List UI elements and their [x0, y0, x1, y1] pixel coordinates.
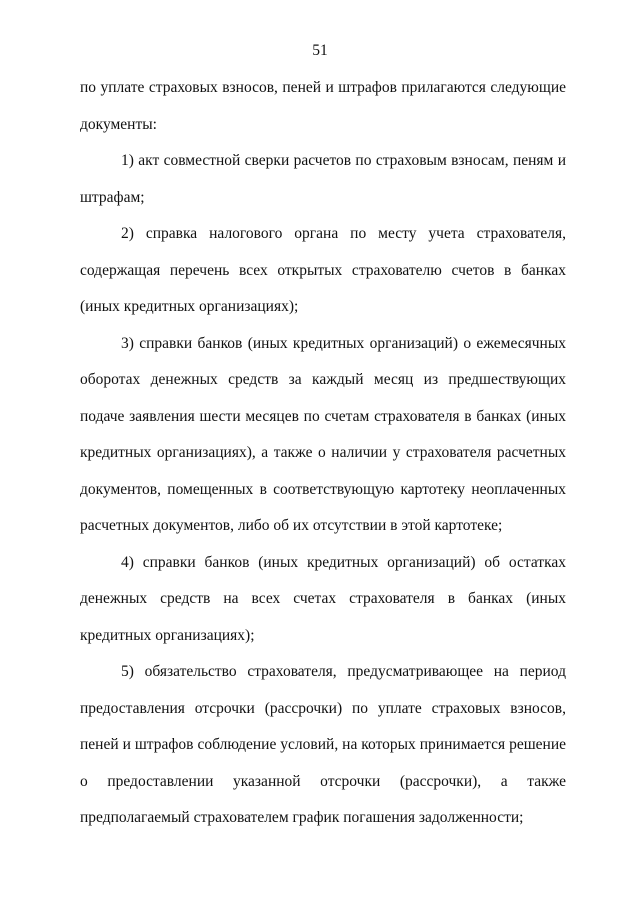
page-number: 51 — [312, 42, 328, 59]
list-item-5: 5) обязательство страхователя, предусматривающее на период предоставления отсрочки (рассрочки) по уплате страховых взносов, пеней и штрафов соблюдение условий, на которых принимается решение о предоставлении указанной отсрочки (рассрочки), а также предполагаемый страхователем график погашения задолженности; — [80, 663, 566, 826]
list-item-3: 3) справки банков (иных кредитных организаций) о ежемесячных оборотах денежных средств за каждый месяц из предшествующих подаче заявления шести месяцев по счетам страхователя в банках (иных кредитных организациях), а также о наличии у страхователя расчетных документов, помещенных в соответствующую картотеку неоплаченных расчетных документов, либо об их отсутствии в этой картотеке; — [80, 334, 566, 534]
paragraph-intro: по уплате страховых взносов, пеней и штрафов прилагаются следующие документы: — [80, 79, 566, 133]
document-body — [80, 70, 566, 837]
list-item-1: 1) акт совместной сверки расчетов по страховым взносам, пеням и штрафам; — [80, 152, 566, 206]
list-item-2: 2) справка налогового органа по месту учета страхователя, содержащая перечень всех открытых страхователю счетов в банках (иных кредитных организациях); — [80, 225, 566, 315]
list-item-4: 4) справки банков (иных кредитных организаций) об остатках денежных средств на всех счетах страхователя в банках (иных кредитных организациях); — [80, 553, 566, 644]
